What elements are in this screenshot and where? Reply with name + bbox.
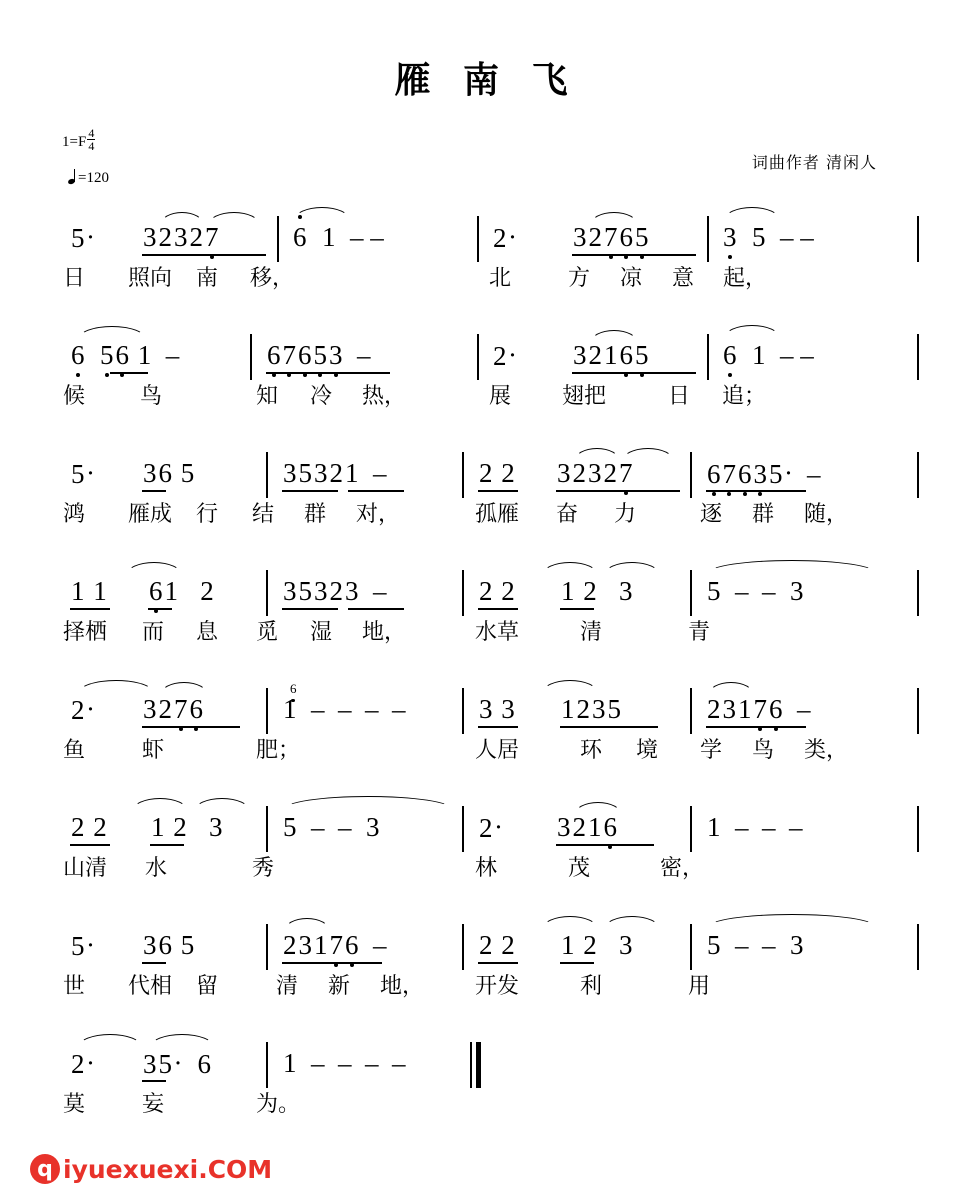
note-group: 1 – – – –	[283, 694, 406, 724]
beam	[148, 608, 172, 610]
lyric: 林	[475, 856, 498, 881]
lyric: 息	[196, 620, 219, 645]
barline	[690, 924, 692, 970]
lyric: 照向	[128, 266, 173, 291]
lyric: 境	[636, 738, 659, 763]
note-group: 23176 –	[283, 930, 387, 960]
lyric: 环	[580, 738, 603, 763]
barline	[917, 334, 919, 380]
beam	[478, 726, 518, 728]
note-group: 5 – – 3	[707, 576, 804, 606]
barline	[266, 570, 268, 616]
watermark-text: iyuexuexi.COM	[63, 1154, 273, 1184]
notes-row	[0, 914, 972, 976]
system-4	[0, 560, 972, 678]
barline	[917, 452, 919, 498]
lyric: 力	[614, 502, 637, 527]
barline	[917, 688, 919, 734]
tie	[294, 207, 350, 220]
note-group: 2 2	[479, 458, 515, 488]
beam	[282, 490, 338, 492]
barline	[266, 1042, 268, 1088]
barline	[462, 806, 464, 852]
lyrics-row	[0, 740, 972, 780]
lyric: 秀	[252, 856, 275, 881]
note-group: 3276	[143, 694, 203, 724]
slur	[590, 212, 638, 225]
lyric: 群	[752, 502, 775, 527]
note-group: 67635· –	[707, 458, 821, 489]
note-group: 6 1 – –	[293, 222, 384, 252]
note-group: 61 2	[149, 576, 214, 606]
beam	[282, 608, 338, 610]
slur	[724, 207, 780, 220]
lyric: 用	[688, 974, 711, 999]
slur	[574, 802, 622, 815]
slur	[78, 680, 154, 693]
note-group: 6 1 – –	[723, 340, 814, 370]
barline	[690, 806, 692, 852]
lyric: 追；	[722, 384, 767, 409]
notes-row	[0, 796, 972, 858]
lyric: 莫	[63, 1092, 86, 1117]
beam	[266, 372, 390, 374]
barline	[917, 924, 919, 970]
lyrics-row	[0, 1094, 972, 1134]
site-watermark	[30, 1154, 272, 1184]
lyric: 鸿	[63, 502, 86, 527]
lyric: 妄	[142, 1092, 165, 1117]
lyrics-row	[0, 386, 972, 426]
note-group: 5·	[71, 458, 95, 489]
slur	[160, 682, 208, 695]
slur	[284, 918, 330, 931]
beam	[560, 962, 594, 964]
lyrics-row	[0, 858, 972, 898]
slur	[208, 212, 260, 225]
beam	[142, 726, 240, 728]
barline	[266, 806, 268, 852]
note-group: 23176 –	[707, 694, 811, 724]
beam	[150, 844, 184, 846]
note-group: 2·	[493, 222, 517, 253]
lyrics-row	[0, 976, 972, 1016]
lyric: 肥；	[256, 738, 301, 763]
lyric: 孤雁	[475, 502, 520, 527]
slur	[604, 562, 660, 575]
note-group: 5·	[71, 930, 95, 961]
system-2	[0, 324, 972, 442]
meter-denominator: 4	[88, 139, 95, 153]
slur	[542, 916, 598, 929]
beam	[560, 726, 658, 728]
barline	[690, 688, 692, 734]
lyric: 清	[580, 620, 603, 645]
lyric: 翅把	[562, 384, 607, 409]
lyric: 展	[489, 384, 512, 409]
note-group: 36 5	[143, 458, 195, 488]
lyric: 虾	[142, 738, 165, 763]
final-barline	[470, 1042, 482, 1088]
lyric: 利	[580, 974, 603, 999]
barline	[690, 570, 692, 616]
lyric: 人居	[475, 738, 520, 763]
notes-row	[0, 560, 972, 622]
barline	[917, 806, 919, 852]
note-group: 1 1	[71, 576, 107, 606]
slur	[150, 1034, 214, 1047]
lyric: 觅	[256, 620, 279, 645]
lyric: 湿	[310, 620, 333, 645]
lyric: 候	[63, 384, 86, 409]
beam	[348, 608, 404, 610]
beam	[556, 490, 680, 492]
note-group: 1 – – –	[707, 812, 803, 842]
beam	[70, 844, 110, 846]
score-body	[0, 206, 972, 1150]
note-group: 32165	[573, 340, 649, 370]
lyric: 逐	[700, 502, 723, 527]
slur	[542, 680, 598, 693]
lyric: 奋	[556, 502, 579, 527]
lyric: 清	[276, 974, 299, 999]
note-group: 32327	[557, 458, 633, 488]
slur	[194, 798, 250, 811]
time-signature	[87, 127, 95, 152]
note-group: 1235	[561, 694, 621, 724]
slur	[708, 914, 876, 927]
beam	[142, 1080, 166, 1082]
note-group: 1 2 3	[561, 576, 633, 606]
slur	[708, 682, 754, 695]
lyric: 茂	[568, 856, 591, 881]
lyric: 随，	[804, 502, 849, 527]
beam	[70, 608, 110, 610]
lyric: 为。	[256, 1092, 301, 1117]
slur	[78, 1034, 142, 1047]
slur	[574, 448, 620, 461]
beam	[282, 962, 382, 964]
note-group: 2·	[479, 812, 503, 843]
note-group: 35· 6	[143, 1048, 211, 1079]
lyric: 山清	[63, 856, 108, 881]
notes-row	[0, 442, 972, 504]
key-signature	[62, 127, 95, 152]
slur	[708, 560, 876, 573]
barline	[462, 924, 464, 970]
octave-marker: 6	[290, 682, 297, 695]
lyric: 起，	[723, 266, 768, 291]
beam	[478, 962, 518, 964]
lyric: 地，	[380, 974, 425, 999]
beam	[572, 254, 696, 256]
barline	[277, 216, 279, 262]
slur	[284, 796, 452, 809]
system-3	[0, 442, 972, 560]
note-group: 32327	[143, 222, 219, 252]
beam	[706, 490, 806, 492]
barline	[917, 570, 919, 616]
barline	[462, 688, 464, 734]
barline	[707, 334, 709, 380]
note-group: 5·	[71, 222, 95, 253]
note-group: 32765	[573, 222, 649, 252]
lyric: 鱼	[63, 738, 86, 763]
slur	[590, 330, 638, 343]
beam	[142, 490, 166, 492]
lyric: 世	[63, 974, 86, 999]
note-group: 67653 –	[267, 340, 371, 370]
notes-row	[0, 206, 972, 268]
lyrics-row	[0, 622, 972, 662]
lyric: 结	[252, 502, 275, 527]
meter-numerator: 4	[88, 126, 95, 140]
note-group: 2·	[71, 1048, 95, 1079]
lyric: 冷	[310, 384, 333, 409]
notes-row	[0, 678, 972, 740]
slur	[724, 325, 780, 338]
note-group: 1 2 3	[561, 930, 633, 960]
system-1	[0, 206, 972, 324]
beam	[142, 254, 266, 256]
note-group: 35321 –	[283, 458, 387, 488]
lyrics-row	[0, 504, 972, 544]
system-8	[0, 1032, 972, 1150]
note-group: 2 2	[71, 812, 107, 842]
slur	[132, 798, 188, 811]
beam	[478, 608, 518, 610]
slur	[126, 562, 182, 575]
barline	[266, 452, 268, 498]
lyric: 群	[304, 502, 327, 527]
notes-row	[0, 324, 972, 386]
lyric: 热，	[362, 384, 407, 409]
note-group: 6 56 1 –	[71, 340, 180, 370]
slur	[78, 326, 146, 339]
watermark-badge: q	[30, 1154, 60, 1184]
system-6	[0, 796, 972, 914]
slur	[542, 562, 598, 575]
beam	[556, 844, 654, 846]
note-group: 3 5 – –	[723, 222, 814, 252]
lyric: 行	[196, 502, 219, 527]
lyric: 新	[328, 974, 351, 999]
barline	[477, 334, 479, 380]
note-group: 3 3	[479, 694, 515, 724]
tempo-value: =120	[78, 170, 109, 186]
beam	[142, 962, 166, 964]
tempo-marking	[68, 170, 109, 187]
beam	[478, 490, 518, 492]
lyric: 方	[568, 266, 591, 291]
notes-row	[0, 1032, 972, 1094]
quarter-note-icon	[68, 170, 78, 184]
system-5	[0, 678, 972, 796]
lyric: 学	[700, 738, 723, 763]
slur	[622, 448, 674, 461]
lyrics-row	[0, 268, 972, 308]
lyric: 开发	[475, 974, 520, 999]
lyric: 凉	[620, 266, 643, 291]
note-group: 2 2	[479, 930, 515, 960]
barline	[690, 452, 692, 498]
lyric: 而	[142, 620, 165, 645]
lyric: 水草	[475, 620, 520, 645]
beam	[572, 372, 696, 374]
lyric: 鸟	[140, 384, 163, 409]
key-label: 1=F	[62, 133, 87, 150]
composer-credit: 词曲作者 清闲人	[751, 153, 877, 172]
slur	[160, 212, 204, 225]
lyric: 知	[256, 384, 279, 409]
barline	[266, 924, 268, 970]
note-group: 5 – – 3	[283, 812, 380, 842]
note-group: 2·	[71, 694, 95, 725]
system-7	[0, 914, 972, 1032]
note-group: 1 2 3	[151, 812, 223, 842]
lyric: 鸟	[752, 738, 775, 763]
barline	[266, 688, 268, 734]
lyric: 类，	[804, 738, 849, 763]
barline	[462, 452, 464, 498]
note-group: 36 5	[143, 930, 195, 960]
note-group: 5 – – 3	[707, 930, 804, 960]
note-group: 3216	[557, 812, 617, 842]
note-group: 35323 –	[283, 576, 387, 606]
lyric: 北	[489, 266, 512, 291]
beam	[560, 608, 594, 610]
lyric: 日	[63, 266, 86, 291]
lyric: 密，	[660, 856, 705, 881]
barline	[707, 216, 709, 262]
note-group: 2 2	[479, 576, 515, 606]
lyric: 雁成	[128, 502, 173, 527]
page-title: 雁 南 飞	[394, 60, 578, 101]
barline	[250, 334, 252, 380]
barline	[477, 216, 479, 262]
barline	[462, 570, 464, 616]
lyric: 地，	[362, 620, 407, 645]
beam	[706, 726, 806, 728]
lyric: 青	[688, 620, 711, 645]
lyric: 南	[196, 266, 219, 291]
lyric: 水	[145, 856, 168, 881]
lyric: 择栖	[63, 620, 108, 645]
note-group: 2·	[493, 340, 517, 371]
lyric: 日	[668, 384, 691, 409]
lyric: 移，	[250, 266, 295, 291]
lyric: 意	[672, 266, 695, 291]
beam	[110, 372, 148, 374]
note-group: 1 – – – –	[283, 1048, 406, 1078]
lyric: 代相	[128, 974, 173, 999]
barline	[917, 216, 919, 262]
lyric: 留	[196, 974, 219, 999]
beam	[348, 490, 404, 492]
lyric: 对，	[356, 502, 401, 527]
slur	[604, 916, 660, 929]
